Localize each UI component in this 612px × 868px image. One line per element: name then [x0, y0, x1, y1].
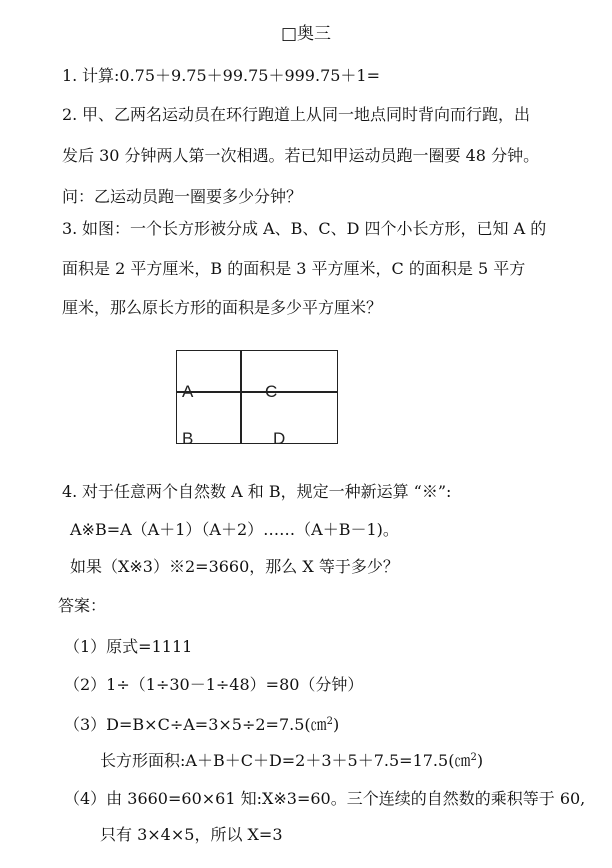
figure-label-a: A	[182, 382, 194, 401]
figure-horizontal-divider	[177, 391, 337, 393]
question-4-line-2: A※B=A（A＋1）（A＋2）……（A＋B－1)。	[70, 520, 399, 539]
answer-1: （1）原式=1111	[64, 637, 193, 656]
answer-3-sub-text: 长方形面积:A＋B＋C＋D=2＋3＋5＋7.5=17.5(㎝	[100, 751, 471, 770]
figure-label-c: C	[265, 382, 278, 401]
answer-3-sub-superscript: 2	[470, 752, 477, 763]
answer-3-line-2	[100, 748, 483, 771]
answers-heading: 答案：	[58, 596, 107, 615]
page-title: □奥三	[280, 24, 332, 44]
answer-3-sub-close-paren: )	[476, 751, 484, 770]
question-1-text: 计算:0.75＋9.75＋99.75＋999.75＋1=	[82, 66, 381, 85]
question-3-line-1: 如图：一个长方形被分成 A、B、C、D 四个小长方形，已知 A 的	[82, 219, 547, 238]
figure-label-d: D	[273, 429, 286, 444]
answer-3-main-text: （3）D=B×C÷A=3×5÷2=7.5(㎝	[64, 715, 327, 734]
question-4-line-3: 如果（X※3）※2=3660，那么 X 等于多少？	[70, 557, 399, 576]
question-3-line-2: 面积是 2 平方厘米，B 的面积是 3 平方厘米，C 的面积是 5 平方	[62, 259, 526, 278]
question-4-number: 4.	[62, 482, 78, 501]
rectangle-figure	[176, 350, 338, 444]
answer-2: （2）1÷（1÷30－1÷48）=80（分钟）	[64, 675, 364, 694]
question-3-line-3: 厘米，那么原长方形的面积是多少平方厘米？	[62, 298, 383, 317]
question-3-number: 3.	[62, 219, 78, 238]
answer-3-close-paren: )	[333, 715, 340, 734]
figure-vertical-divider	[240, 351, 242, 443]
question-2-number: 2.	[62, 105, 78, 124]
question-4-line-1: 对于任意两个自然数 A 和 B，规定一种新运算 “※”:	[82, 482, 452, 501]
answer-3-line-1	[64, 712, 339, 735]
question-2-line-3: 问：乙运动员跑一圈要多少分钟？	[62, 187, 303, 206]
question-1-number: 1.	[62, 66, 78, 85]
answer-4-line-2: 只有 3×4×5，所以 X=3	[100, 825, 283, 844]
figure-label-b: B	[182, 429, 194, 444]
answer-4-line-1: （4）由 3660=60×61 知:X※3=60。三个连续的自然数的乘积等于 60,	[64, 789, 586, 808]
question-2-line-1: 甲、乙两名运动员在环行跑道上从同一地点同时背向而行跑，出	[82, 105, 531, 124]
answer-3-superscript: 2	[326, 716, 334, 727]
question-2-line-2: 发后 30 分钟两人第一次相遇。若已知甲运动员跑一圈要 48 分钟。	[62, 146, 540, 165]
